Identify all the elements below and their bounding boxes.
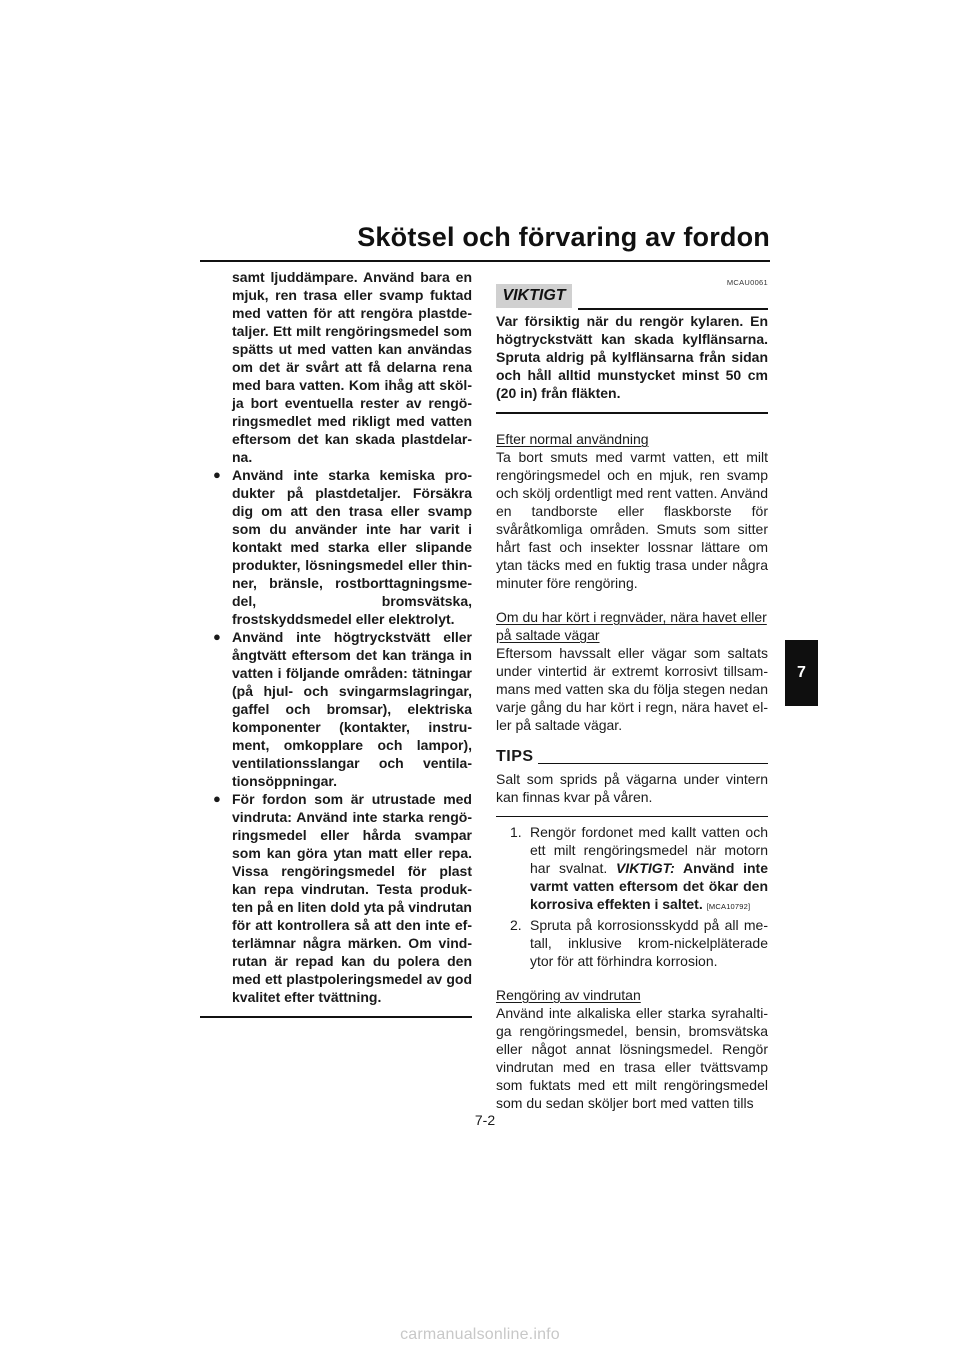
page-number: 7-2 xyxy=(474,1112,496,1128)
bullet-icon: ● xyxy=(213,629,221,644)
step-warning-label: VIKTIGT: xyxy=(615,860,675,876)
section-text: Ta bort smuts med varmt vatten, ett milt rengöringsmedel och en mjuk, ren svamp och skölj ordentligt med rent vatten. Använd en tandborste eller flaskborste för svåråtkomliga områden. Smuts som sitter hårt fast och insekter lossnar lättare om ytan täcks med en fuktig trasa under några minuter före rengöring. xyxy=(496,449,768,591)
list-item xyxy=(496,916,768,970)
step-warning-text: Använd inte varmt vatten eftersom det ökar den korrosiva effekten i saltet. xyxy=(530,860,768,912)
steps-list xyxy=(496,823,768,970)
bullet-icon: ● xyxy=(213,791,221,806)
section-heading: Efter normal användning xyxy=(496,431,649,447)
notice-end-rule xyxy=(496,412,768,414)
section-end-rule xyxy=(200,1016,472,1018)
list-item xyxy=(496,823,768,916)
section-heading: Rengöring av vindrutan xyxy=(496,987,641,1003)
bullet-item xyxy=(200,790,472,1006)
step-text: Spruta på korrosionsskydd på all metall, inklusive krom-nickelpläterade ytor för att förhindra korrosion. xyxy=(530,917,768,969)
step-text: Rengör fordonet med kallt vatten och ett milt rengöringsmedel när motorn har svalnat. xyxy=(530,824,768,876)
step-code: [MCA10792] xyxy=(706,902,751,911)
bullet-item xyxy=(200,466,472,628)
tips-rule xyxy=(538,763,768,764)
notice-label: VIKTIGT xyxy=(496,284,572,308)
bullet-text: Använd inte starka kemiska produkter på plastdetaljer. Försäkra dig om att den trasa eller svamp som du använder inte har varit i kontakt med starka eller slipande produkter, lösningsmedel eller thinner, bränsle, rostborttagningsmedel, bromsvätska, frostskyddsmedel eller elektrolyt. xyxy=(232,467,472,627)
step-number: 2. xyxy=(510,917,522,933)
notice-rule xyxy=(578,308,768,310)
intro-paragraph: samt ljuddämpare. Använd bara en mjuk, ren trasa eller svamp fuktad med vatten för att rengöra plastdetaljer. Ett milt rengöringsmedel som spätts ut med vatten kan användas om det är svårt att få delarna rena med bara vatten. Kom ihåg att skölja bort eventuella rester av rengöringsmedlet med rikligt med vatten eftersom det kan skada plastdelarna. xyxy=(232,269,472,465)
tips-header xyxy=(496,748,768,770)
bullet-text: Använd inte högtryckstvätt eller ångtvätt eftersom det kan tränga in vatten i följande områden: tätningar (på hjul- och svingarmslagringar, gaffel och bromsar), elektriska komponenter (kontakter, instrument, omkopplare och lampor), ventilationsslangar och ventilationsöppningar. xyxy=(232,629,472,789)
section-heading: Om du har kört i regnväder, nära havet eller på saltade vägar xyxy=(496,609,767,643)
tips-label: TIPS xyxy=(496,748,534,765)
notice-text: Var försiktig när du rengör kylaren. En högtryckstvätt kan skada kylflänsarna. Spruta aldrig på kylflänsarna från sidan och håll alltid munstycket minst 50 cm (20 in) från fläkten. xyxy=(496,313,768,401)
bullet-item xyxy=(200,628,472,790)
section-text: Eftersom havssalt eller vägar som saltats under vintertid är extremt korrosivt tillsammans med vatten ska du följa stegen nedan varje gång du har kört i regn, nära havet eller på saltade vägar. xyxy=(496,645,768,733)
step-number: 1. xyxy=(510,824,522,840)
bullet-text: För fordon som är utrustade med vindruta: Använd inte starka rengöringsmedel eller hårda svampar som kan göra ytan matt eller repa. Vissa rengöringsmedel för plast kan repa vindrutan. Testa produkten på en liten dold yta på vindrutan för att kontrollera så att den inte efterlämnar några märken. Om vindrutan är repad kan du polera den med ett plastpoleringsmedel av god kvalitet efter tvättning. xyxy=(232,791,472,1005)
page-title: Skötsel och förvaring av fordon xyxy=(357,222,770,252)
left-column xyxy=(200,268,472,1018)
right-column xyxy=(496,268,768,1112)
section-text: Använd inte alkaliska eller starka syrahaltiga rengöringsmedel, bensin, bromsvätska eller något annat lösningsmedel. Rengör vindrutan med en trasa eller tvättsvamp som fuktats med ett milt rengöringsmedel som du sedan sköljer bort med vatten tills xyxy=(496,1005,768,1111)
bullet-icon: ● xyxy=(213,467,221,482)
notice-code: MCAU0061 xyxy=(726,278,768,287)
watermark: carmanualsonline.info xyxy=(400,1326,560,1343)
title-rule xyxy=(200,260,770,262)
notice-header xyxy=(496,274,768,306)
chapter-tab: 7 xyxy=(785,640,818,706)
tips-end-rule xyxy=(496,816,768,817)
tips-text: Salt som sprids på vägarna under vintern kan finnas kvar på våren. xyxy=(496,771,768,805)
